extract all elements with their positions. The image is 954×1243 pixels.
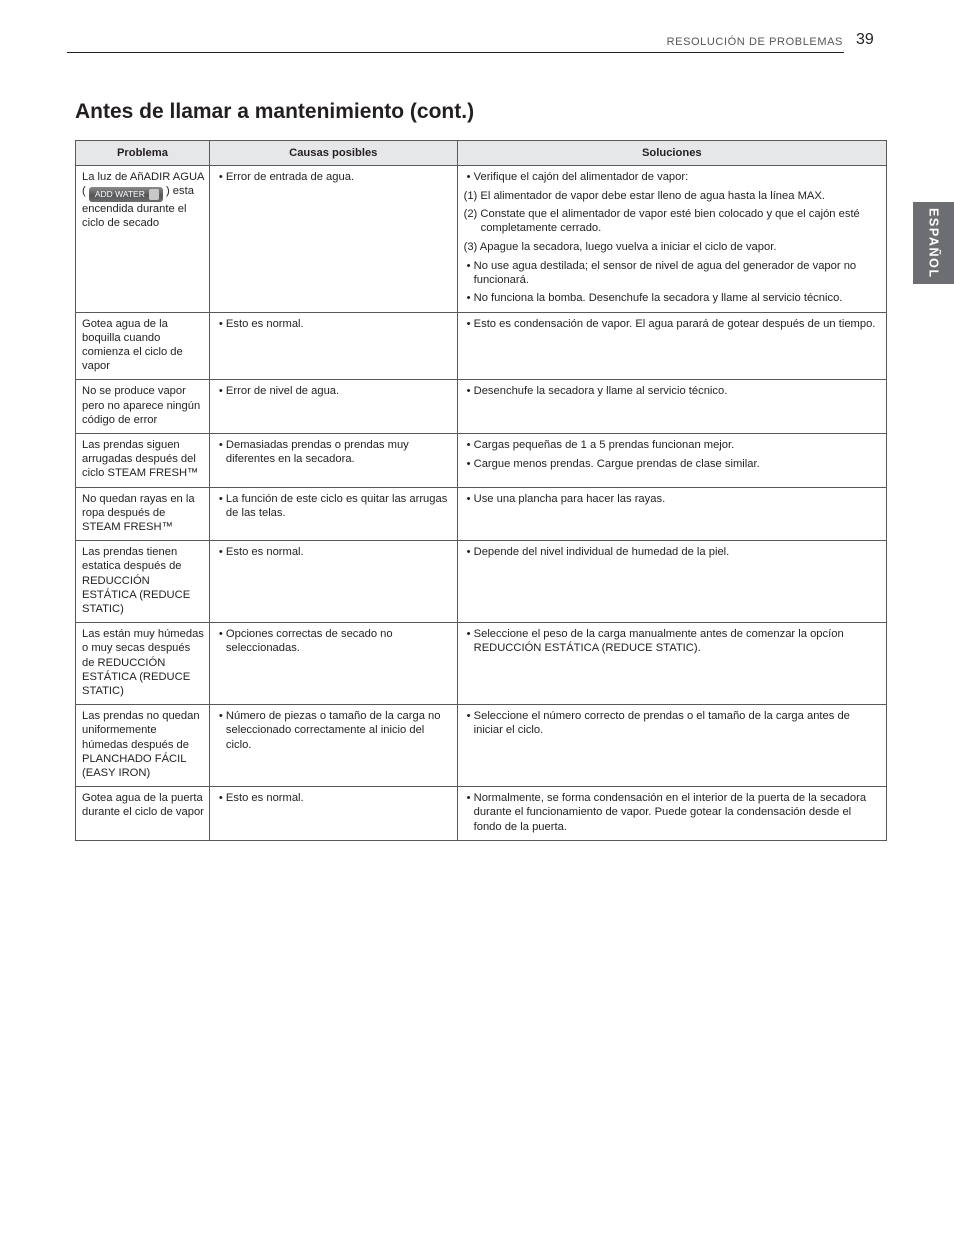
table-body — [76, 166, 887, 841]
causes-cell — [209, 380, 457, 434]
solutions-cell — [457, 487, 886, 541]
list-item: • Use una plancha para hacer las rayas. — [466, 492, 666, 505]
page-title: Antes de llamar a mantenimiento (cont.) — [75, 100, 475, 123]
list-item: • Opciones correctas de secado no seleccionadas. — [218, 628, 393, 655]
table-header-row — [76, 141, 887, 166]
table-row — [76, 312, 887, 380]
list-item: • Verifique el cajón del alimentador de vapor: — [466, 171, 689, 183]
table-row — [76, 487, 887, 541]
list-item: • Seleccione el peso de la carga manualmente antes de comenzar la opcíon REDUCCIÓN ESTÁTICA (REDUCE STATIC). — [466, 628, 844, 655]
solutions-cell — [457, 434, 886, 488]
list-item: • No funciona la bomba. Desenchufe la secadora y llame al servicio técnico. — [466, 292, 843, 305]
list-item: • Error de nivel de agua. — [218, 385, 340, 398]
list-item: • Esto es normal. — [218, 317, 304, 330]
causes-cell — [209, 787, 457, 841]
list-item: • Cargue menos prendas. Cargue prendas de clase similar. — [466, 457, 760, 470]
header-causes: Causas posibles — [209, 141, 457, 166]
solutions-cell — [457, 705, 886, 787]
problem-cell: Las prendas siguen arrugadas después del ciclo STEAM FRESH™ — [76, 434, 210, 488]
problem-cell: Las están muy húmedas o muy secas después de REDUCCIÓN ESTÁTICA (REDUCE STATIC) — [76, 623, 210, 705]
causes-cell — [209, 705, 457, 787]
causes-cell — [209, 541, 457, 623]
causes-cell — [209, 434, 457, 488]
header-rule — [67, 52, 844, 53]
solutions-cell — [457, 541, 886, 623]
list-item: • Normalmente, se forma condensación en el interior de la puerta de la secadora durante el funcionamiento de vapor. Puede gotear la condensación desde el fondo de la puerta. — [466, 792, 867, 833]
list-item: • Cargas pequeñas de 1 a 5 prendas funcionan mejor. — [466, 439, 735, 451]
problem-text: La luz de AñADIR AGUA ( — [82, 171, 204, 198]
solutions-cell — [457, 166, 886, 313]
list-item: • Demasiadas prendas o prendas muy diferentes en la secadora. — [218, 439, 409, 466]
table-row — [76, 166, 887, 313]
list-item: • Número de piezas o tamaño de la carga no seleccionado correctamente al inicio del ciclo. — [218, 710, 441, 751]
table-row — [76, 705, 887, 787]
add-water-button-label: ADD WATER — [94, 189, 145, 200]
problem-cell: Gotea agua de la boquilla cuando comienza el ciclo de vapor — [76, 312, 210, 380]
solutions-cell — [457, 623, 886, 705]
list-item: • Depende del nivel individual de humedad de la piel. — [466, 546, 730, 559]
table-row — [76, 434, 887, 488]
list-item: • Seleccione el número correcto de prendas o el tamaño de la carga antes de iniciar el ciclo. — [466, 710, 850, 737]
table-row — [76, 623, 887, 705]
causes-cell — [209, 312, 457, 380]
problem-text: ) esta encendida durante el ciclo de secado — [82, 185, 194, 230]
page-number: 39 — [856, 31, 874, 48]
causes-cell — [209, 166, 457, 313]
add-water-button-icon — [89, 187, 163, 202]
language-tab — [913, 202, 954, 284]
causes-cell — [209, 487, 457, 541]
solutions-cell — [457, 312, 886, 380]
table-row — [76, 541, 887, 623]
troubleshooting-table — [75, 140, 887, 841]
list-item: (1) El alimentador de vapor debe estar lleno de agua hasta la línea MAX. — [463, 189, 825, 202]
causes-cell — [209, 623, 457, 705]
list-item: • No use agua destilada; el sensor de nivel de agua del generador de vapor no funcionará. — [466, 259, 857, 286]
table-row — [76, 787, 887, 841]
list-item: (2) Constate que el alimentador de vapor esté bien colocado y que el cajón esté completamente cerrado. — [463, 208, 860, 235]
solutions-cell — [457, 380, 886, 434]
header-solutions: Soluciones — [457, 141, 886, 166]
list-item: • Desenchufe la secadora y llame al servicio técnico. — [466, 385, 728, 398]
running-header-section: RESOLUCIÓN DE PROBLEMAS — [666, 36, 843, 48]
problem-cell: Gotea agua de la puerta durante el ciclo de vapor — [76, 787, 210, 841]
list-item: • Esto es normal. — [218, 546, 304, 559]
list-item: (3) Apague la secadora, luego vuelva a iniciar el ciclo de vapor. — [463, 240, 777, 253]
list-item: • Esto es normal. — [218, 792, 304, 805]
language-tab-label: ESPAÑOL — [926, 207, 941, 279]
list-item: • Error de entrada de agua. — [218, 171, 355, 183]
solutions-cell — [457, 787, 886, 841]
list-item: • Esto es condensación de vapor. El agua parará de gotear después de un tiempo. — [466, 317, 876, 330]
table-row — [76, 380, 887, 434]
problem-cell — [76, 166, 210, 313]
list-item: • La función de este ciclo es quitar las arrugas de las telas. — [218, 492, 448, 519]
problem-cell: No quedan rayas en la ropa después de STEAM FRESH™ — [76, 487, 210, 541]
header-problem: Problema — [76, 141, 210, 166]
problem-cell: Las prendas tienen estatica después de REDUCCIÓN ESTÁTICA (REDUCE STATIC) — [76, 541, 210, 623]
problem-cell: No se produce vapor pero no aparece ningún código de error — [76, 380, 210, 434]
problem-cell: Las prendas no quedan uniformemente húmedas después de PLANCHADO FÁCIL (EASY IRON) — [76, 705, 210, 787]
